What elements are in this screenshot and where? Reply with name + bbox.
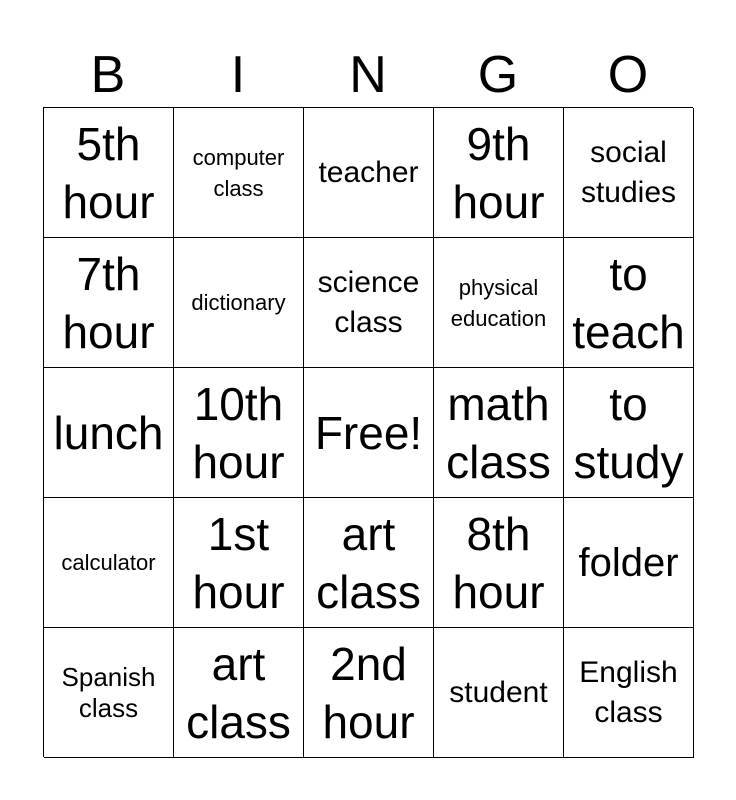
- cell-text: calculator: [61, 550, 156, 575]
- bingo-cell[interactable]: [434, 238, 564, 368]
- header-letter-n: N: [349, 46, 387, 104]
- cell-text: computer class: [192, 144, 285, 201]
- bingo-cell[interactable]: [304, 238, 434, 368]
- cell-text: physical education: [450, 274, 547, 331]
- cell-text: 10th hour: [192, 377, 285, 488]
- bingo-cell[interactable]: [564, 628, 694, 758]
- bingo-cell[interactable]: [434, 498, 564, 628]
- bingo-header: [43, 42, 693, 108]
- bingo-cell[interactable]: [304, 108, 434, 238]
- cell-text: English class: [579, 655, 678, 729]
- bingo-cell[interactable]: [434, 628, 564, 758]
- header-letter-b: B: [90, 46, 126, 104]
- cell-text: to teach: [572, 247, 685, 358]
- cell-text: student: [449, 675, 548, 709]
- bingo-card-grid: [43, 107, 693, 757]
- cell-text: teacher: [318, 155, 419, 189]
- cell-text: science class: [317, 265, 420, 339]
- bingo-cell[interactable]: [44, 238, 174, 368]
- cell-text: lunch: [53, 406, 164, 459]
- bingo-cell[interactable]: [174, 628, 304, 758]
- bingo-cell[interactable]: [434, 368, 564, 498]
- header-letter-o: O: [607, 46, 649, 104]
- cell-text: 9th hour: [452, 117, 545, 228]
- bingo-cell[interactable]: [174, 238, 304, 368]
- bingo-cell[interactable]: [564, 368, 694, 498]
- bingo-cell[interactable]: [304, 498, 434, 628]
- bingo-cell[interactable]: [174, 368, 304, 498]
- header-letter-g: G: [477, 46, 519, 104]
- bingo-cell[interactable]: [174, 498, 304, 628]
- cell-text: 7th hour: [62, 247, 155, 358]
- bingo-cell[interactable]: [44, 108, 174, 238]
- bingo-cell[interactable]: [44, 498, 174, 628]
- cell-text: dictionary: [191, 290, 286, 315]
- bingo-cell[interactable]: [564, 108, 694, 238]
- cell-text: math class: [446, 377, 551, 488]
- cell-text: art class: [186, 637, 291, 748]
- bingo-cell[interactable]: [564, 238, 694, 368]
- cell-text: 5th hour: [62, 117, 155, 228]
- cell-text: art class: [316, 507, 421, 618]
- bingo-cell[interactable]: [304, 628, 434, 758]
- cell-text: folder: [578, 540, 679, 585]
- bingo-cell[interactable]: [44, 628, 174, 758]
- cell-text: to study: [573, 377, 684, 488]
- cell-text: 1st hour: [192, 507, 285, 618]
- bingo-cell[interactable]: [174, 108, 304, 238]
- cell-text: 8th hour: [452, 507, 545, 618]
- header-letter-i: I: [230, 46, 246, 104]
- cell-text: Spanish class: [61, 661, 156, 723]
- free-space-cell[interactable]: [304, 368, 434, 498]
- bingo-cell[interactable]: [44, 368, 174, 498]
- free-space-text: Free!: [314, 406, 423, 459]
- bingo-cell[interactable]: [564, 498, 694, 628]
- cell-text: 2nd hour: [322, 637, 415, 748]
- cell-text: social studies: [580, 135, 677, 209]
- bingo-cell[interactable]: [434, 108, 564, 238]
